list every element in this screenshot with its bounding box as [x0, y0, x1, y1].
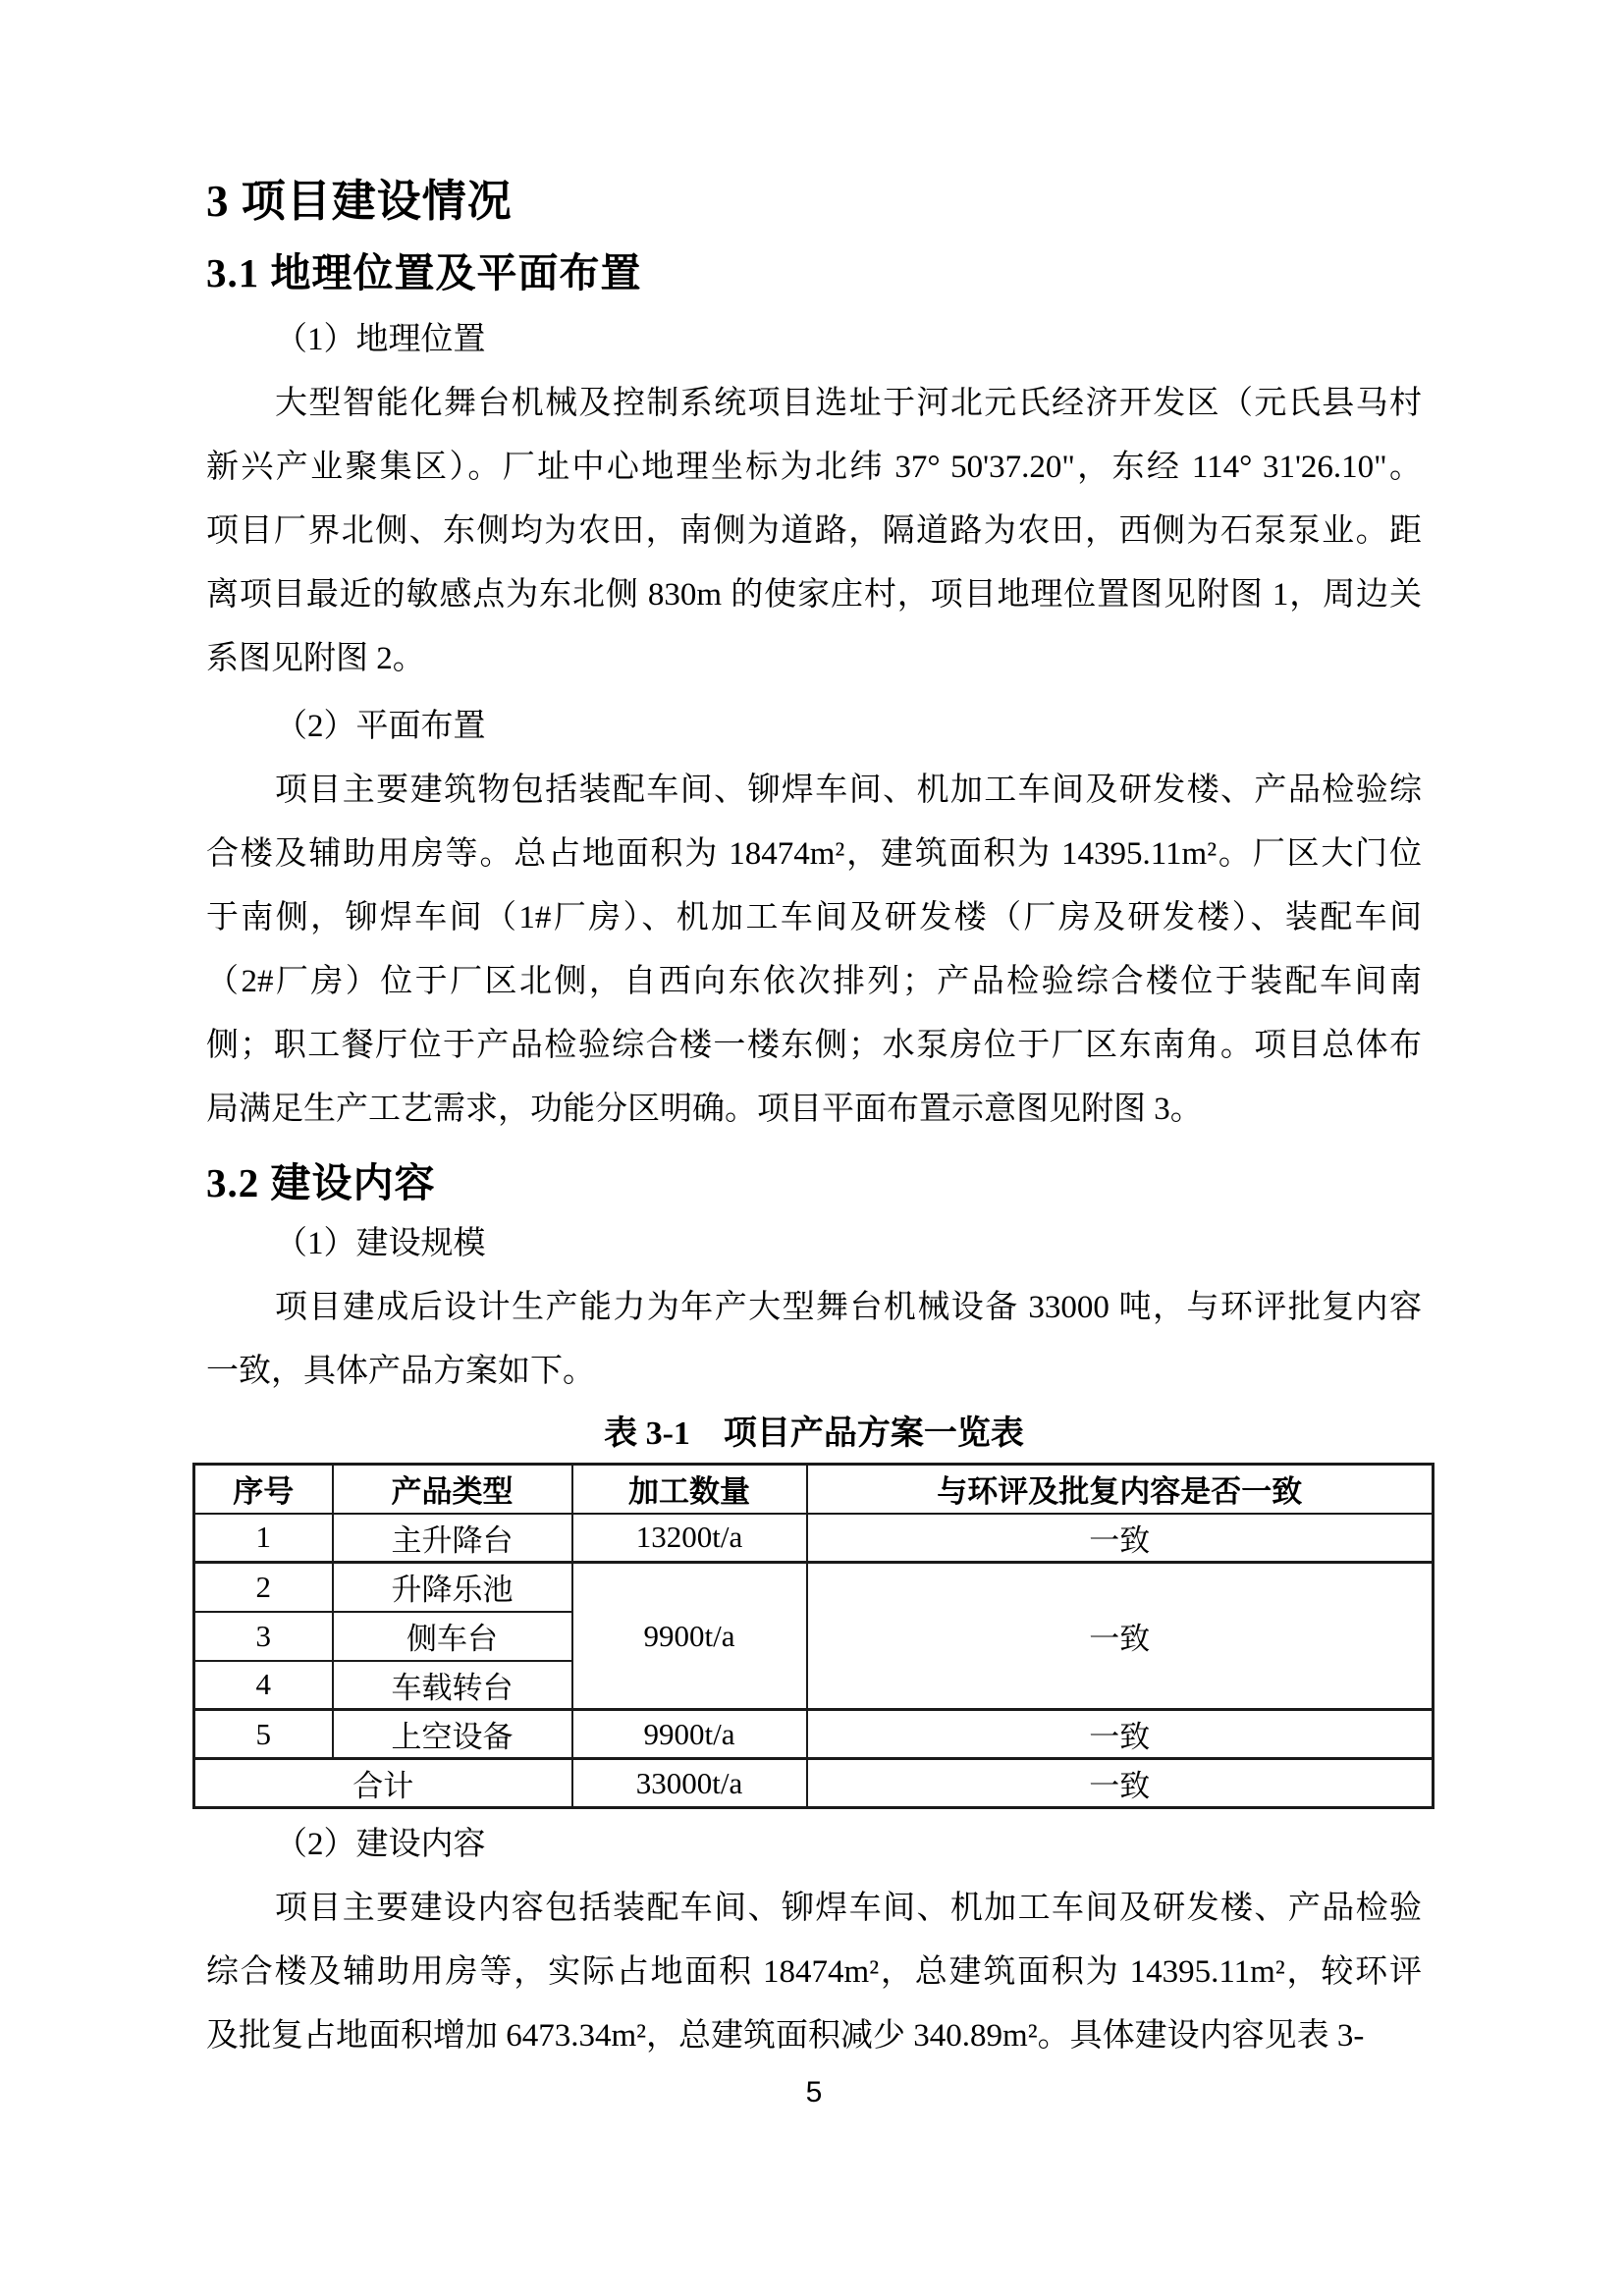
table-cell: 5: [194, 1710, 333, 1759]
table-cell-merged: 一致: [807, 1563, 1434, 1710]
table-header-cell: 与环评及批复内容是否一致: [807, 1465, 1434, 1514]
text-line: 项目建成后设计生产能力为年产大型舞台机械设备 33000 吨，与环评批复内容: [275, 1290, 1422, 1325]
text-line: 项目厂界北侧、东侧均为农田，南侧为道路，隔道路为农田，西侧为石泵泵业。距: [206, 513, 1422, 549]
table-cell: 上空设备: [333, 1710, 572, 1759]
table-cell: 4: [194, 1661, 333, 1710]
table-row: [194, 1710, 1434, 1759]
table-cell: 侧车台: [333, 1612, 572, 1661]
table-header-cell: 序号: [194, 1465, 333, 1514]
text-line: 合楼及辅助用房等。总占地面积为 18474m²，建筑面积为 14395.11m²。厂区大门位: [206, 836, 1422, 872]
section-heading-3-2: 3.2 建设内容: [206, 1160, 436, 1205]
table-cell-total-label: 合计: [194, 1759, 572, 1808]
paragraph-scale: [206, 1276, 1422, 1404]
table-total-row: [194, 1759, 1434, 1808]
paragraph-content: [206, 1877, 1422, 2068]
text-line: 于南侧，铆焊车间（1#厂房）、机加工车间及研发楼（厂房及研发楼）、装配车间: [206, 900, 1422, 935]
text-line: 综合楼及辅助用房等，实际占地面积 18474m²，总建筑面积为 14395.11m²，较环评: [206, 1954, 1422, 1990]
text-line: 系图见附图 2。: [206, 641, 425, 676]
table-cell: 一致: [807, 1710, 1434, 1759]
text-line: （2#厂房）位于厂区北侧，自西向东依次排列；产品检验综合楼位于装配车间南: [206, 964, 1422, 999]
table-header-cell: 加工数量: [572, 1465, 807, 1514]
table-cell: 9900t/a: [572, 1710, 807, 1759]
table-row: [194, 1563, 1434, 1612]
text-line: 局满足生产工艺需求，功能分区明确。项目平面布置示意图见附图 3。: [206, 1092, 1203, 1127]
paragraph-layout: [206, 759, 1422, 1142]
section-heading-3-1: 3.1 地理位置及平面布置: [206, 250, 642, 295]
table-cell: 一致: [807, 1514, 1434, 1563]
table-cell: 车载转台: [333, 1661, 572, 1710]
text-line: 一致，具体产品方案如下。: [206, 1354, 595, 1389]
page-number: 5: [805, 2076, 823, 2109]
table-row: [194, 1514, 1434, 1563]
paragraph-location: [206, 372, 1422, 691]
text-line: 项目主要建筑物包括装配车间、铆焊车间、机加工车间及研发楼、产品检验综: [275, 773, 1422, 808]
text-line: 离项目最近的敏感点为东北侧 830m 的使家庄村，项目地理位置图见附图 1，周边关: [206, 577, 1422, 613]
text-line: 新兴产业聚集区）。厂址中心地理坐标为北纬 37° 50'37.20"，东经 114° 31'26.10"。: [206, 450, 1422, 485]
table-cell: 3: [194, 1612, 333, 1661]
table-cell: 33000t/a: [572, 1759, 807, 1808]
table-cell: 主升降台: [333, 1514, 572, 1563]
table-cell: 一致: [807, 1759, 1434, 1808]
table-header-cell: 产品类型: [333, 1465, 572, 1514]
table-header-row: [194, 1465, 1434, 1514]
table-cell-merged: 9900t/a: [572, 1563, 807, 1710]
table-title: 表 3-1 项目产品方案一览表: [604, 1415, 1024, 1452]
text-line: 及批复占地面积增加 6473.34m²，总建筑面积减少 340.89m²。具体建设内容见表 3-: [206, 2018, 1365, 2054]
table-cell: 13200t/a: [572, 1514, 807, 1563]
text-line: 侧；职工餐厅位于产品检验综合楼一楼东侧；水泵房位于厂区东南角。项目总体布: [206, 1028, 1422, 1063]
subheading-content: （2）建设内容: [275, 1827, 486, 1862]
subheading-layout: （2）平面布置: [275, 709, 486, 744]
subheading-scale: （1）建设规模: [275, 1226, 486, 1261]
product-plan-table: [192, 1463, 1435, 1809]
text-line: 项目主要建设内容包括装配车间、铆焊车间、机加工车间及研发楼、产品检验: [275, 1891, 1422, 1926]
text-line: 大型智能化舞台机械及控制系统项目选址于河北元氏经济开发区（元氏县马村: [275, 386, 1422, 421]
table-cell: 2: [194, 1563, 333, 1612]
chapter-heading: 3 项目建设情况: [206, 177, 513, 226]
table-cell: 升降乐池: [333, 1563, 572, 1612]
subheading-location: （1）地理位置: [275, 322, 486, 357]
table-cell: 1: [194, 1514, 333, 1563]
